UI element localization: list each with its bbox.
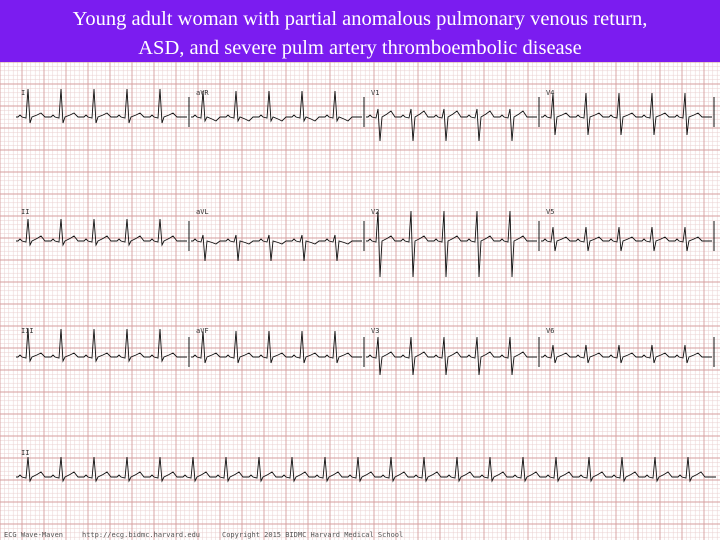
lead-label-iii: III [21, 327, 34, 335]
lead-label-avf: aVF [196, 327, 209, 335]
lead-label-v3: V3 [371, 327, 380, 335]
lead-label-rhythm-ii: II [21, 449, 30, 457]
lead-label-avl: aVL [196, 208, 209, 216]
grid-major-lines [0, 62, 720, 540]
lead-label-avr: aVR [196, 89, 209, 97]
ecg-trace-avf [191, 331, 362, 363]
lead-label-v2: V2 [371, 208, 380, 216]
slide-title-line-1: Young adult woman with partial anomalous pulmonary venous return, [72, 8, 648, 30]
ecg-traces [16, 89, 716, 481]
footer-source: ECG Wave-Maven [4, 531, 64, 539]
ecg-trace-ii [16, 219, 187, 245]
footer-copyright: Copyright 2015 BIDMC Harvard Medical School [222, 531, 404, 539]
lead-label-ii: II [21, 208, 30, 216]
ecg-tracing [0, 62, 720, 540]
ecg-trace-rhythm-ii [16, 457, 716, 481]
lead-label-v4: V4 [546, 89, 555, 97]
lead-label-v5: V5 [546, 208, 555, 216]
slide-title-line-2: ASD, and severe pulm artery thromboembolic disease [138, 37, 582, 59]
ecg-trace-iii [16, 329, 187, 361]
slide-title-bar [0, 0, 720, 62]
lead-label-v1: V1 [371, 89, 380, 97]
grid-minor-lines [0, 62, 720, 540]
ecg-grid [0, 62, 720, 540]
lead-label-v6: V6 [546, 327, 555, 335]
footer-url: http://ecg.bidmc.harvard.edu [82, 531, 201, 539]
lead-label-i: I [21, 89, 26, 97]
ecg-trace-avl [191, 235, 362, 261]
